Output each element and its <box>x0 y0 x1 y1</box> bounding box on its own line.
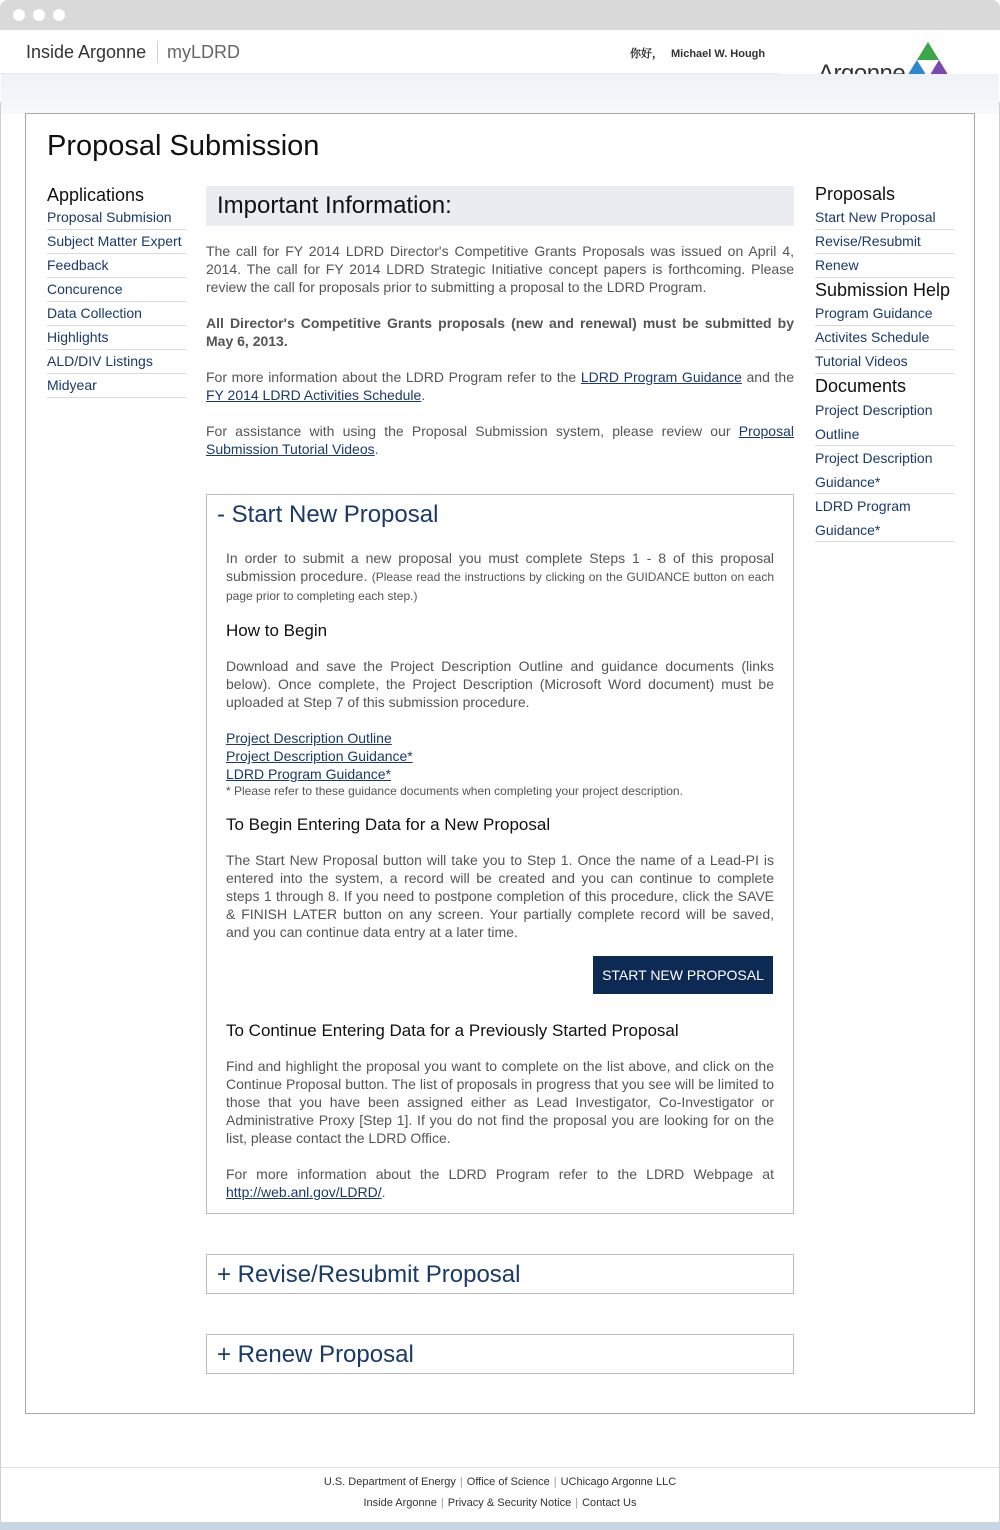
continue-entering-heading: To Continue Entering Data for a Previously Started Proposal <box>226 1021 679 1040</box>
header-gradient-band <box>1 74 999 114</box>
revise-resubmit-section <box>206 1254 794 1294</box>
bottom-accent-bar <box>0 1522 1000 1530</box>
user-greeting <box>630 45 765 61</box>
start-intro: In order to submit a new proposal you must complete Steps 1 - 8 of this proposal submission procedure. (Please read the instructions by clicking on the GUIDANCE button on each page prior to completing each step.) <box>226 550 775 603</box>
begin-entering-text: The Start New Proposal button will take you to Step 1. Once the name of a Lead-PI is entered into the system, a record will be created and you can continue to complete steps 1 through 8. If you need to postpone completion of this procedure, click the SAVE & FINISH LATER button on any screen. Your partially complete record will be saved, and you can continue data entry at a later time. <box>226 852 774 940</box>
renew-toggle[interactable]: + Renew Proposal <box>217 1341 414 1368</box>
ldrd-webpage-link[interactable]: http://web.anl.gov/LDRD/ <box>226 1184 382 1200</box>
footer-link-contact[interactable]: Contact Us <box>582 1497 637 1509</box>
start-new-proposal-toggle[interactable]: - Start New Proposal <box>217 501 439 528</box>
window-maximize-dot[interactable] <box>53 9 65 21</box>
documents-heading: Documents <box>815 376 907 396</box>
tutorial-videos-link[interactable]: Proposal Submission Tutorial Videos <box>206 423 794 457</box>
nav-item-midyear[interactable]: Midyear <box>47 374 186 398</box>
how-to-begin-heading: How to Begin <box>226 621 328 640</box>
nav-item-proposal-submision[interactable]: Proposal Submision <box>47 206 186 230</box>
more-info-webpage: For more information about the LDRD Program refer to the LDRD Webpage at http://web.anl.gov/LDRD/. <box>226 1166 774 1200</box>
right-nav <box>815 182 954 542</box>
document-links <box>226 729 774 799</box>
nav-item-start-new-proposal[interactable]: Start New Proposal <box>815 206 954 230</box>
nav-item-data-collection[interactable]: Data Collection <box>47 302 186 326</box>
app-name-link[interactable]: myLDRD <box>167 42 241 62</box>
start-new-proposal-button[interactable]: START NEW PROPOSAL <box>593 956 773 994</box>
nav-item-program-guidance[interactable]: Program Guidance <box>815 302 954 326</box>
ldrd-program-guidance-doc-link[interactable]: LDRD Program Guidance* <box>226 766 391 782</box>
nav-item-ald-div-listings[interactable]: ALD/DIV Listings <box>47 350 186 374</box>
revise-resubmit-toggle[interactable]: + Revise/Resubmit Proposal <box>217 1261 521 1288</box>
nav-item-highlights[interactable]: Highlights <box>47 326 186 350</box>
main-content <box>206 186 794 1368</box>
how-to-begin-text: Download and save the Project Description Outline and guidance documents (links below). Once complete, the Project Description (Microsoft Word document) must be uploaded at Step 7 of this submission procedure. <box>226 658 774 710</box>
renew-section <box>206 1334 794 1374</box>
footer-row-1: U.S. Department of Energy | Office of Science | UChicago Argonne LLC <box>323 1476 677 1488</box>
project-description-outline-link[interactable]: Project Description Outline <box>226 730 392 746</box>
project-description-guidance-link[interactable]: Project Description Guidance* <box>226 748 413 764</box>
main-panel <box>25 113 975 1414</box>
nav-item-subject-matter-expert[interactable]: Subject Matter Expert <box>47 230 186 254</box>
brand-divider <box>157 41 158 63</box>
footer-link-doe[interactable]: U.S. Department of Energy <box>323 1476 456 1488</box>
footer-link-privacy[interactable]: Privacy & Security Notice <box>447 1497 572 1509</box>
footer-divider <box>1 1467 999 1468</box>
links-note: * Please refer to these guidance documents when completing your project description. <box>226 784 683 798</box>
proposals-heading: Proposals <box>815 184 896 204</box>
info-paragraph-more-info: For more information about the LDRD Program refer to the LDRD Program Guidance and the FY 2014 LDRD Activities Schedule. <box>206 369 794 403</box>
ldrd-program-guidance-link[interactable]: LDRD Program Guidance <box>580 369 742 385</box>
nav-item-renew[interactable]: Renew <box>815 254 954 278</box>
greeting-text: 你好， <box>630 48 663 60</box>
nav-item-tutorial-videos[interactable]: Tutorial Videos <box>815 350 954 374</box>
nav-item-concurence[interactable]: Concurence <box>47 278 186 302</box>
footer-row-2: Inside Argonne | Privacy & Security Notice | Contact Us <box>363 1497 637 1509</box>
start-new-proposal-body <box>207 549 793 1201</box>
footer-link-uchicago-argonne[interactable]: UChicago Argonne LLC <box>560 1476 677 1488</box>
footer-link-office-of-science[interactable]: Office of Science <box>466 1476 550 1488</box>
window-minimize-dot[interactable] <box>33 9 45 21</box>
submission-help-heading: Submission Help <box>815 280 951 300</box>
nav-item-project-description-guidance[interactable]: Project Description Guidance* <box>815 446 954 494</box>
fy2014-activities-schedule-link[interactable]: FY 2014 LDRD Activities Schedule <box>206 387 422 403</box>
nav-item-revise-resubmit[interactable]: Revise/Resubmit <box>815 230 954 254</box>
applications-heading: Applications <box>47 185 145 205</box>
footer-link-inside-argonne[interactable]: Inside Argonne <box>363 1497 437 1509</box>
window-titlebar <box>0 0 1000 30</box>
nav-item-feedback[interactable]: Feedback <box>47 254 186 278</box>
continue-entering-text: Find and highlight the proposal you want to complete on the list above, and click on the Continue Proposal button. The list of proposals in progress that you see will be limited to those that you have been assigned either as Lead Investigator, Co-Investigator or Administrative Proxy [Step 1]. If you do not find the proposal you are looking for on the list, please contact the LDRD Office. <box>226 1058 774 1146</box>
nav-item-activites-schedule[interactable]: Activites Schedule <box>815 326 954 350</box>
nav-item-ldrd-program-guidance[interactable]: LDRD Program Guidance* <box>815 494 954 542</box>
left-nav <box>47 184 186 398</box>
window-close-dot[interactable] <box>13 9 25 21</box>
brand-link[interactable]: Inside Argonne <box>26 42 147 62</box>
begin-entering-heading: To Begin Entering Data for a New Proposal <box>226 815 551 834</box>
info-paragraph-call: The call for FY 2014 LDRD Director's Competitive Grants Proposals was issued on April 4, 2014. The call for FY 2014 LDRD Strategic Initiative concept papers is forthcoming. Please review the call for proposals prior to submitting a proposal to the LDRD Program. <box>206 243 794 295</box>
page-title: Proposal Submission <box>47 130 320 162</box>
user-name[interactable]: Michael W. Hough <box>671 48 766 60</box>
important-info-heading: Important Information: <box>206 186 794 226</box>
nav-item-project-description-outline[interactable]: Project Description Outline <box>815 398 954 446</box>
info-paragraph-assistance: For assistance with using the Proposal Submission system, please review our Proposal Submission Tutorial Videos. <box>206 423 794 457</box>
info-paragraph-deadline: All Director's Competitive Grants proposals (new and renewal) must be submitted by May 6, 2013. <box>206 315 794 349</box>
start-new-proposal-section <box>206 494 794 1214</box>
